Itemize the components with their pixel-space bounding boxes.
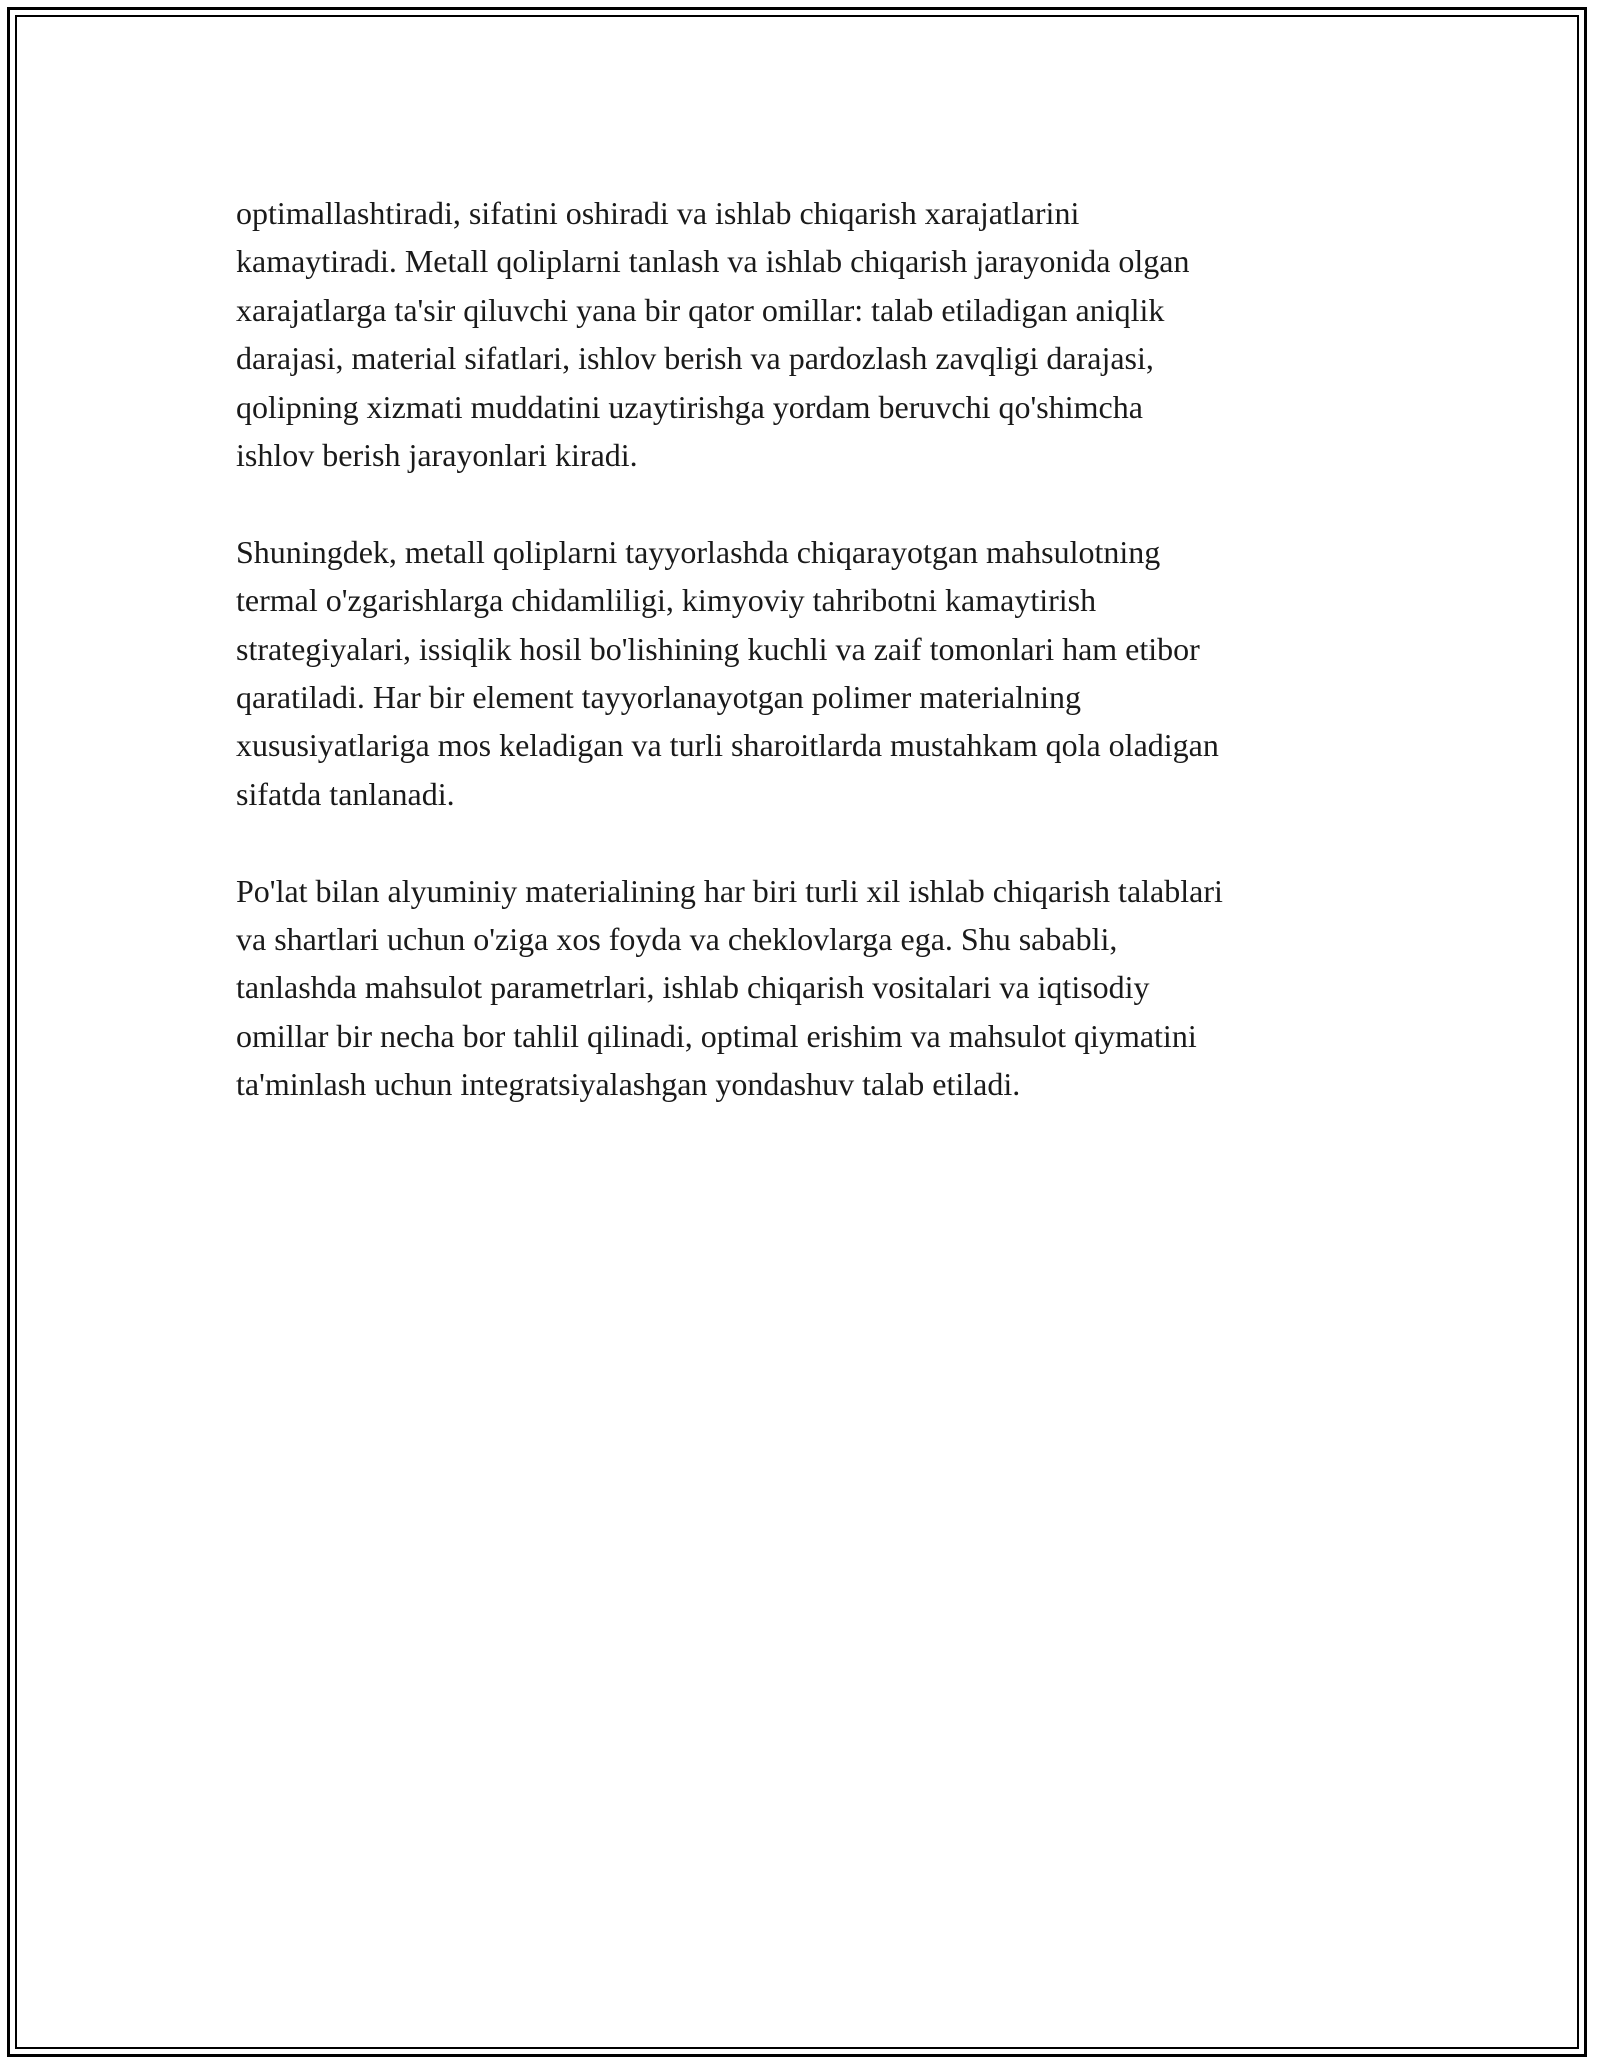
paragraph-3 (236, 867, 1400, 1109)
paragraph-2 (236, 528, 1400, 818)
text-line: Po'lat bilan alyuminiy materialining har biri turli xil ishlab chiqarish talablari (236, 872, 1223, 909)
text-line: va shartlari uchun o'ziga xos foyda va cheklovlarga ega. Shu sababli, (236, 921, 1118, 958)
paragraph-1 (236, 189, 1400, 479)
text-line: xarajatlarga ta'sir qiluvchi yana bir qator omillar: talab etiladigan aniqlik (236, 291, 1165, 328)
text-line: xususiyatlariga mos keladigan va turli sharoitlarda mustahkam qola oladigan (236, 727, 1219, 764)
text-line: qaratiladi. Har bir element tayyorlanayotgan polimer materialning (236, 679, 1082, 716)
text-line: ishlov berish jarayonlari kiradi. (236, 437, 638, 474)
text-line: Shuningdek, metall qoliplarni tayyorlashda chiqarayotgan mahsulotning (236, 533, 1161, 570)
text-line: strategiyalari, issiqlik hosil bo'lishining kuchli va zaif tomonlari ham etibor (236, 630, 1200, 667)
document-body (236, 189, 1400, 1157)
text-line: tanlashda mahsulot parametrlari, ishlab chiqarish vositalari va iqtisodiy (236, 969, 1150, 1006)
text-line: kamaytiradi. Metall qoliplarni tanlash va ishlab chiqarish jarayonida olgan (236, 243, 1190, 280)
text-line: darajasi, material sifatlari, ishlov berish va pardozlash zavqligi darajasi, (236, 340, 1154, 377)
text-line: omillar bir necha bor tahlil qilinadi, optimal erishim va mahsulot qiymatini (236, 1017, 1197, 1054)
text-line: sifatda tanlanadi. (236, 775, 455, 812)
text-line: termal o'zgarishlarga chidamliligi, kimyoviy tahribotni kamaytirish (236, 582, 1097, 619)
text-line: ta'minlash uchun integratsiyalashgan yondashuv talab etiladi. (236, 1066, 1021, 1103)
text-line: qolipning xizmati muddatini uzaytirishga yordam beruvchi qo'shimcha (236, 388, 1143, 425)
text-line: optimallashtiradi, sifatini oshiradi va ishlab chiqarish xarajatlarini (236, 195, 1080, 231)
